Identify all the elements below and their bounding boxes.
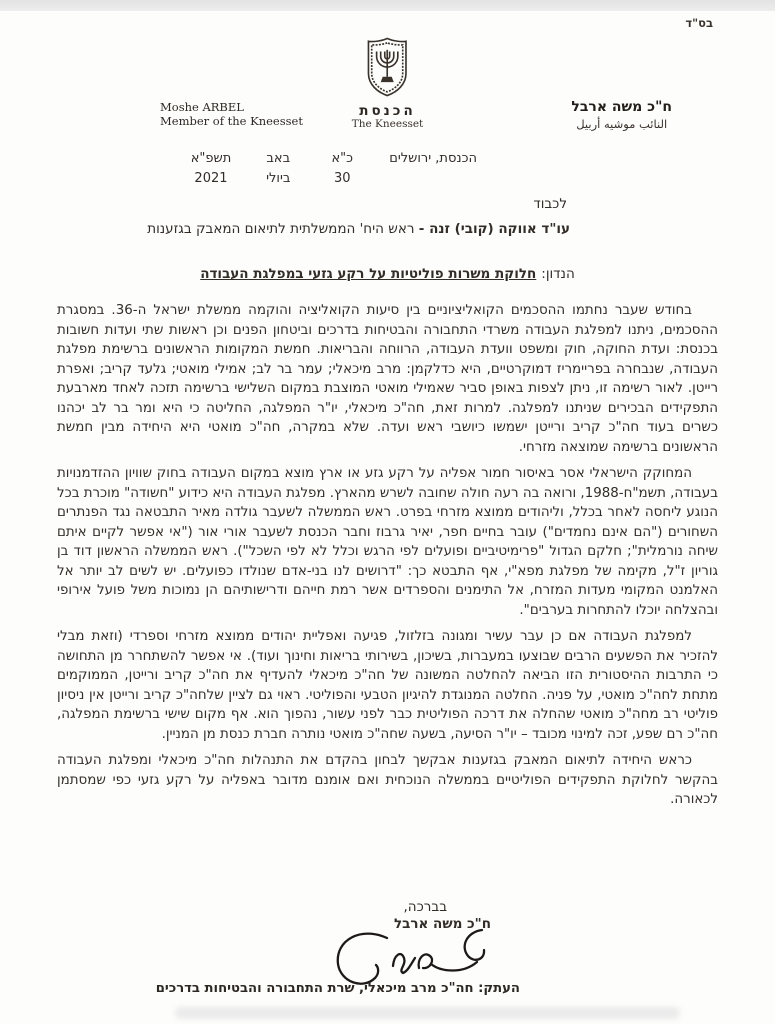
knesset-emblem-block <box>352 36 424 131</box>
scan-artifact-bottom-smudge <box>175 1007 680 1019</box>
dateline-hebrew-year: תשפ"א <box>190 151 232 166</box>
member-name-block-english <box>160 100 303 129</box>
recipient-name: עו"ד אווקה (קובי) זנה - <box>418 221 570 237</box>
dateline-place: הכנסת, ירושלים <box>389 151 477 166</box>
salutation: לכבוד <box>533 196 567 212</box>
paragraph-1: בחודש שעבר נחתמו ההסכמים הקואליציוניים בין סיעות הקואליציה והוקמה ממשלת ישראל ה-36. במסגרת ההסכמים, ניתנו למפלגת העבודה משרדי התחבורה והבטיחות בדרכים וביטחון הפנים וכן ראשות שתי ועדות חשובות בכנסת: ועדת החוקה, חוק ומשפט וועדת העבודה, הרווחה והבריאות. חמשת המקומות הראשונים ברשימת מפלגת העבודה, שנבחרה בפריימריז דמוקרטיים, היא כדלקמן: מרב מיכאלי; עמר בר לב; אמילי מואטי; גלעד קריב; ואפרת רייטן. לאור רשימה זו, ניתן לצפות באופן סביר שאמילי מואטי המוצבת במקום השלישי ברשימה תזכה לאחד מארבעת התפקידים הבכירים שניתנו למפלגה. למרות זאת, חה"כ מיכאלי, יו"ר המפלגה, החליטה כי היא ומר בר לב יכהנו כשרים בעוד חה"כ קריב ורייטן ישמשו כיושבי ראש ועדה. שלא במקרה, חה"כ מואטי היא היחידה מבין חמשת הראשונים ברשימה שמוצאה מזרחי. <box>57 303 718 455</box>
dateline-hebrew-day: כ"א <box>331 151 354 166</box>
closing-salutation: בברכה, <box>403 899 447 915</box>
emblem-label-hebrew: הכנסת <box>359 102 416 119</box>
paragraph-2: המחוקק הישראלי אסר באיסור חמור אפליה על רקע גזע או ארץ מוצא במקום העבודה בחוק שוויון ההזדמנויות בעבודה, תשמ"ח-1988, ורואה בה רעה חולה שחובה לשרש מהארץ. מפלגת העבודה היא כידוע "חשודה" מוכרת בכל הנוגע ליחסה לאחר בכלל, וליהודים ממוצא מזרחי בפרט. ראש הממשלה לשעבר גולדה מאיר התבטאה נגד הפנתרים השחורים ("הם אינם נחמדים") עובר בחיים חפר, יאיר גרבוז וחבר הכנסת לשעבר אורי אור ("אי אפשר לקיים איתם שיחה נורמלית"; חלקם הגדול "פרימיטיביים ופועלים לפי הרגש וכלל לא לפי השכל"). ראש הממשלה הראשון דוד בן גוריון ז"ל, מקימה של מפלגת מפא"י, אף התבטא כך: "דרושים לנו בני-אדם שנולדו כפועלים. יש לשים לב יותר אל האלמנט המקומי מעדות המזרח, אל התימנים והספרדים אשר רמת חייהם ודרישותיהם הן נמוכות משל פועל אירופי ובהצלחה יוכלו להתחרות בערבים". <box>57 466 718 618</box>
subject-prefix: הנדון: <box>541 266 575 282</box>
dateline-spacer <box>389 170 477 187</box>
bsd-inscription: בס"ד <box>685 16 713 30</box>
scan-artifact-top-strip <box>0 0 775 11</box>
dateline-year: 2021 <box>194 171 228 186</box>
closing-signer-name: ח"כ משה ארבל <box>394 916 491 932</box>
member-title-english: Member of the Kneesset <box>160 114 303 129</box>
emblem-label-english: The Kneesset <box>351 118 424 131</box>
dateline-block <box>191 150 477 187</box>
subject-line <box>0 266 775 282</box>
recipient-title: ראש היח' הממשלתית לתיאום המאבק בגזענות <box>147 221 419 237</box>
member-name-english: Moshe ARBEL <box>160 100 244 114</box>
dateline-day: 30 <box>333 171 351 186</box>
recipient-line <box>147 221 570 237</box>
dateline-month: ביולי <box>266 171 291 186</box>
copy-line: העתק: חה"כ מרב מיכאלי, שרת התחבורה והבטיחות בדרכים <box>155 981 520 996</box>
paragraph-3: למפלגת העבודה אם כן עבר עשיר ומגונה בזלזול, פגיעה ואפליית יהודים ממוצא מזרחי וספרדי (וזאת מבלי להזכיר את הפשעים הרבים שבוצעו במעברות, בשיכון, בשירותי בריאות וחינוך ועוד). אי אפשר להשתחרר מן התחושה כי התרבות ההיסטורית הזו הביאה להחלטה המשונה של חה"כ מיכאלי להעדיף את חה"כ קריב ורייטן, הממוקמים מתחת לחה"כ מואטי, על פניה. החלטה המנוגדת להיגיון הטבעי והפוליטי. ראוי גם לציין שלחה"כ קריב ורייטן אין ניסיון פוליטי רב מחה"כ מואטי שהחלה את דרכה הפוליטית כבר לפני עשור, נהפוך הוא. אף מקום שישי ברשימת המפלגה, חה"כ רם שפע, זכה למינוי מכובד – יו"ר הסיעה, בשעה שחה"כ מואטי נותרה חברת כנסת מן המניין. <box>57 629 718 742</box>
member-name-arabic: النائب موشيه أربيل <box>576 117 668 131</box>
dateline-hebrew-month: באב <box>266 151 291 166</box>
paragraph-4: כראש היחידה לתיאום המאבק בגזענות אבקשך לבחון בהקדם את התנהלות חה"כ מיכאלי ומפלגת העבודה בהקשר לחלוקת התפקידים הפוליטיים בממשלה הנוכחית ואם אומנם מדובר באפליה על רקע גזעי כפי שמסתמן לכאורה. <box>57 753 718 807</box>
subject-text: חלוקת משרות פוליטיות על רקע גזעי במפלגת העבודה <box>200 266 537 282</box>
letter-body <box>57 301 718 817</box>
member-name-hebrew: ח"כ משה ארבל <box>571 99 672 115</box>
knesset-menorah-emblem-icon <box>363 83 413 102</box>
member-name-block-rtl <box>571 99 672 131</box>
